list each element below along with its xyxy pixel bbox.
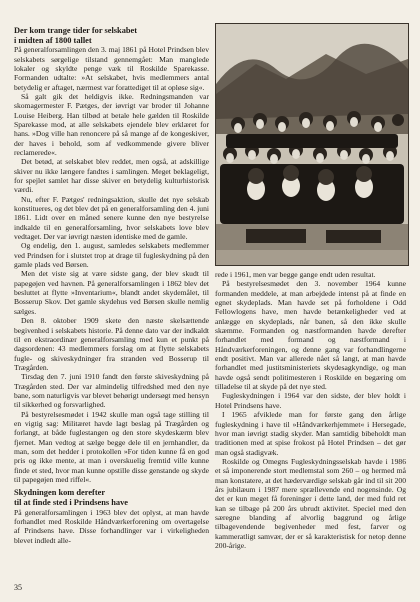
heading-1-line-2: i midten af 1800 tallet bbox=[14, 35, 92, 45]
historical-group-photo bbox=[215, 23, 409, 266]
body-paragraph: Den 8. oktober 1909 skete den næste skelsættende begivenhed i selskabets historie. På denne dato var der indkaldt til en ekstraordinær generalforsamling med kun et punkt på dagsordenen: 43 medlemmers forslag om at flytte selskabets fugle- og skiveskydninger fra stranden ved Bosserup til Trægården. bbox=[14, 316, 209, 372]
body-paragraph: Så galt gik det heldigvis ikke. Redningsmanden var skomagermester F. Pætges, der iøvrigt var broder til Johanne Louise Heiberg. Han tilbød at betale hele gælden til Roskilde Sparekasse mod, at alle selskabets ejendele blev erklæret for hans. »Dog ville han renoncere på så mange af de kongeskiver, der haves i behold, som af vedkommende givere bliver reclamerede«. bbox=[14, 91, 209, 157]
body-paragraph: Tirsdag den 7. juni 1910 fandt den første skiveskydning på Trægården sted. Der var almindelig tilfredshed med den nye bane, som naturligvis var blevet behørigt undersøgt med hensyn til sikkerhed og forsvarlighed. bbox=[14, 372, 209, 410]
body-paragraph: rede i 1961, men var begge gange endt uden resultat. bbox=[215, 270, 376, 279]
left-column bbox=[14, 26, 209, 545]
body-paragraph: På bestyrelsesmødet den 3. november 1964 kunne formanden meddele, at man arbejdede intenst på at finde en egnet skydeplads. Man havde set på forholdene i Odd Fellowlogens have, men havde betænkeligheder ved at anlægge en skydeplads, når banen, så den ikke skulle skæmme. Formanden og næstformanden havde derefter forhandlet med formand og næstformand i Håndværkerforeningen, og denne gang var forhandlingerne endt positivt. Man var allerede nået så langt, at man havde forhandlet med justitsministeriets skydesagkyndige, og man havde også sendt politimesteren i Roskilde en begæring om tilladelse til at skyde på det nye sted. bbox=[215, 279, 406, 392]
body-paragraph: Og endelig, den 1. august, samledes selskabets medlemmer ved Prindsen for i slutstet trop at drage til fugleskydning på den gamle plads ved Børsen. bbox=[14, 241, 209, 270]
body-paragraph: Nu, efter F. Pætges' redningsaktion, skulle det nye selskab konstitueres, og det blev det på en generalforsamling den 4. juni 1861. Lidt over en måned senere kunne den nye bestyrelse indkalde til en generalforsamling, hvor selskabets love blev vedtaget. Der var iøvrigt næsten identiske med de gamle. bbox=[14, 194, 209, 242]
section-heading-1 bbox=[14, 26, 209, 45]
section-1-body bbox=[14, 45, 209, 484]
body-paragraph: Fugleskydningen i 1964 var den sidste, der blev holdt i Hotel Prindsens have. bbox=[215, 391, 406, 410]
group-photo-image bbox=[216, 24, 408, 265]
body-paragraph: Det betød, at selskabet blev reddet, men også, at adskillige skiver nu ikke længere fandtes i samlingen. Meget beklageligt, for spejlet samlet har disse skiver en betydelig kulturhistorisk værdi. bbox=[14, 157, 209, 195]
right-column-body bbox=[215, 270, 406, 550]
heading-2-line-2: til at finde sted i Prindsens have bbox=[14, 497, 128, 507]
body-paragraph: Roskilde og Omegns Fugleskydningsselskab havde i 1986 et så imponerende stort medlemstal som 260 – og hermed må man konstatere, at det hæderværdige selskab går ind til sit 200 års jubilæum i 1987 mere sprællevende end nogensinde. Og det er kun meget få foreninger i dette land, der med fuld ret kan se tilbage på 200 års ubrudt aktivitet. Speciel med den særegne blanding af alvorlig baggrund og årlige tilbagevendende begivenheder med fest, farver og kammeratligt samvær, der er så karakteristisk for netop denne 200-årige. bbox=[215, 456, 406, 550]
page-number: 35 bbox=[14, 583, 22, 592]
body-paragraph: På generalforsamlingen i 1963 blev det oplyst, at man havde forhandlet med Roskilde Håndværkerforening om overtagelse af Prindsens have. Disse forhandlinger var i virkeligheden blevet indledt alle- bbox=[14, 507, 209, 545]
body-paragraph: På bestyrelsesmødet i 1942 skulle man også tage stilling til en vigtig sag: Militæret havde lagt beslag på Trægården og forlangt, at både fuglestangen og den store skydeskærm blev fjernet. Man vedtog at sælge begge dele til en jernhandler, da man, som det hedder i protokollen »For tiden kunne få en god pris og ikke mente, at man i overskuelig fremtid ville kunne finde et sted, hvor man kunne opstille disse genstande og skyde til papegøjen med riffel«. bbox=[14, 409, 209, 484]
section-2-body bbox=[14, 508, 209, 545]
body-paragraph: Men det viste sig at være sidste gang, der blev skudt til papegøjen ved havnen. På generalforsamlingen i 1862 blev det besluttet at flytte »Inventarium«, blandt andet skydemålet, til Bosserup Skov. Det gamle skydehus ved Børsen skulle nemlig sælges. bbox=[14, 269, 209, 316]
body-paragraph: På generalforsamlingen den 3. maj 1861 på Hotel Prindsen blev selskabets sørgelige tilstand gennemgået: Man manglede lokaler og skyldte penge væk til Roskilde Sparekasse. Formanden udtalte: »At selskabet, hvis medlemmers antal betydelig er aftaget, nærmest var forattediget til at opløse sig«. bbox=[14, 45, 209, 92]
heading-2-line-1: Skydningen kom derefter bbox=[14, 488, 106, 498]
section-heading-2 bbox=[14, 488, 209, 507]
right-column bbox=[215, 270, 406, 550]
heading-1-line-1: Der kom trange tider for selskabet bbox=[14, 26, 138, 35]
body-paragraph: I 1965 afviklede man for første gang den årlige fugleskydning i have til »Håndværkerhjemmet« i Hersegade, hvor man iøvrigt stadig skyder. Man samtidig bibeholdt man traditionen med at spise frokost på Hotel Prindsen – det gør man også stadigvæk. bbox=[215, 410, 406, 457]
